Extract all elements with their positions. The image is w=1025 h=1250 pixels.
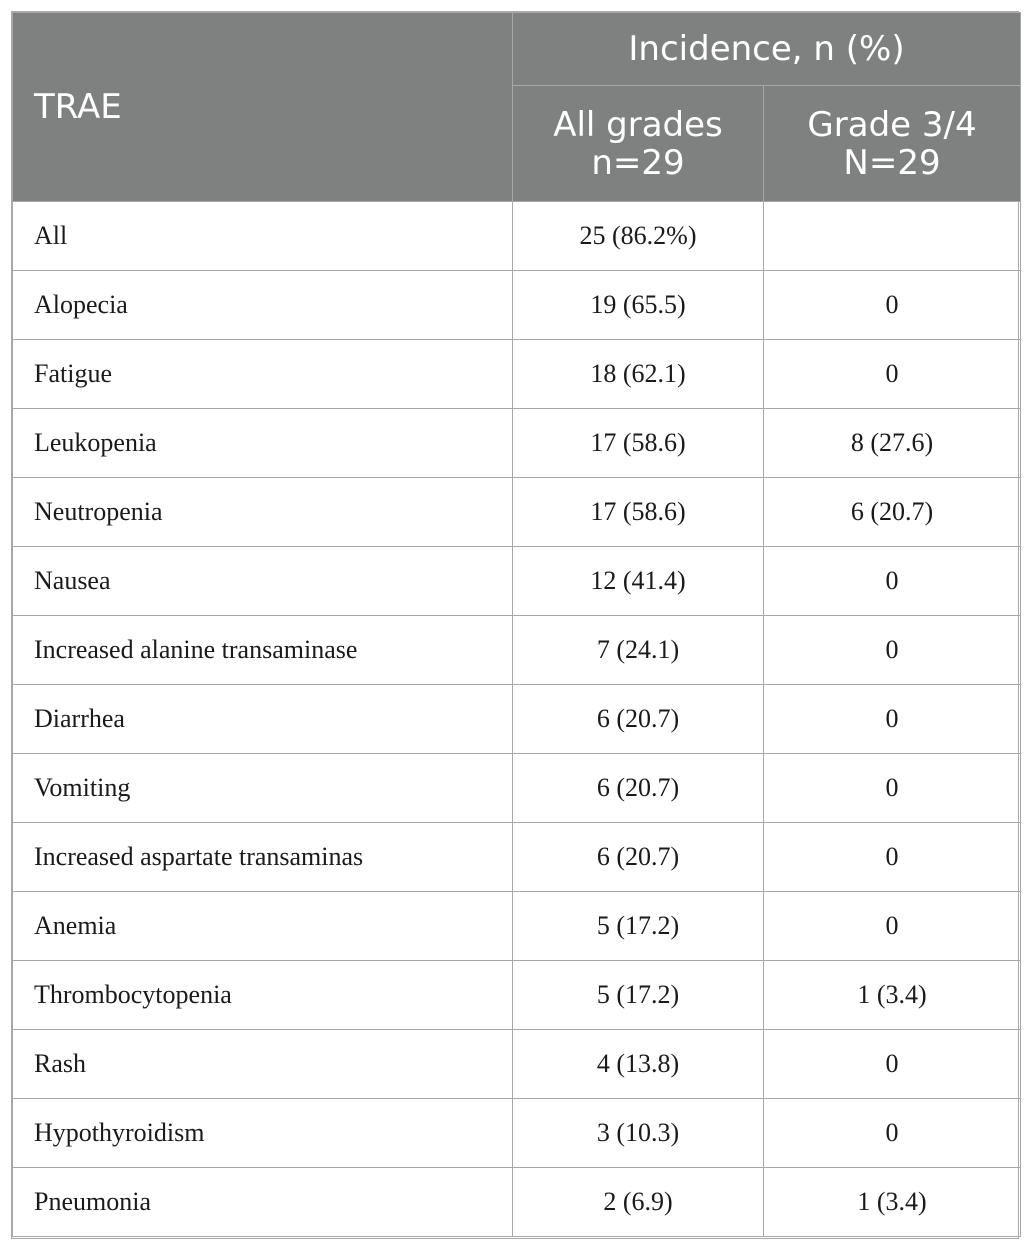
cell-grade-3-4: 0 bbox=[764, 616, 1021, 685]
table-row bbox=[13, 1030, 1021, 1099]
trae-table-container bbox=[11, 11, 1019, 1239]
table-row bbox=[13, 340, 1021, 409]
cell-all-grades: 6 (20.7) bbox=[513, 685, 764, 754]
table-row bbox=[13, 892, 1021, 961]
cell-grade-3-4: 0 bbox=[764, 340, 1021, 409]
cell-all-grades: 19 (65.5) bbox=[513, 271, 764, 340]
cell-trae-name: Leukopenia bbox=[13, 409, 513, 478]
header-all-grades bbox=[513, 86, 764, 202]
cell-trae-name: Hypothyroidism bbox=[13, 1099, 513, 1168]
cell-trae-name: Rash bbox=[13, 1030, 513, 1099]
table-row bbox=[13, 547, 1021, 616]
cell-all-grades: 7 (24.1) bbox=[513, 616, 764, 685]
cell-trae-name: Increased alanine transaminase bbox=[13, 616, 513, 685]
cell-all-grades: 12 (41.4) bbox=[513, 547, 764, 616]
table-row bbox=[13, 754, 1021, 823]
cell-all-grades: 6 (20.7) bbox=[513, 823, 764, 892]
header-trae: TRAE bbox=[13, 13, 513, 202]
table-row bbox=[13, 409, 1021, 478]
cell-all-grades: 3 (10.3) bbox=[513, 1099, 764, 1168]
table-row bbox=[13, 1099, 1021, 1168]
cell-grade-3-4: 0 bbox=[764, 271, 1021, 340]
cell-all-grades: 18 (62.1) bbox=[513, 340, 764, 409]
cell-grade-3-4: 0 bbox=[764, 1030, 1021, 1099]
cell-grade-3-4: 1 (3.4) bbox=[764, 961, 1021, 1030]
table-row bbox=[13, 823, 1021, 892]
cell-trae-name: All bbox=[13, 202, 513, 271]
cell-all-grades: 17 (58.6) bbox=[513, 409, 764, 478]
cell-trae-name: Alopecia bbox=[13, 271, 513, 340]
table-header bbox=[13, 13, 1021, 202]
table-row bbox=[13, 1168, 1021, 1237]
table-row bbox=[13, 478, 1021, 547]
header-grade-3-4 bbox=[764, 86, 1021, 202]
cell-grade-3-4: 0 bbox=[764, 685, 1021, 754]
cell-trae-name: Thrombocytopenia bbox=[13, 961, 513, 1030]
table-row bbox=[13, 616, 1021, 685]
header-grade-3-4-label: Grade 3/4 bbox=[807, 104, 977, 145]
cell-all-grades: 2 (6.9) bbox=[513, 1168, 764, 1237]
cell-trae-name: Diarrhea bbox=[13, 685, 513, 754]
cell-grade-3-4: 1 (3.4) bbox=[764, 1168, 1021, 1237]
cell-all-grades: 5 (17.2) bbox=[513, 961, 764, 1030]
cell-trae-name: Neutropenia bbox=[13, 478, 513, 547]
cell-trae-name: Increased aspartate transaminas bbox=[13, 823, 513, 892]
cell-trae-name: Pneumonia bbox=[13, 1168, 513, 1237]
table-row bbox=[13, 202, 1021, 271]
cell-grade-3-4: 0 bbox=[764, 823, 1021, 892]
table-body bbox=[13, 202, 1021, 1237]
cell-grade-3-4: 0 bbox=[764, 1099, 1021, 1168]
header-all-grades-label: All grades bbox=[553, 104, 723, 145]
cell-grade-3-4 bbox=[764, 202, 1021, 271]
table-row bbox=[13, 961, 1021, 1030]
header-incidence: Incidence, n (%) bbox=[513, 13, 1021, 86]
header-all-grades-count: n=29 bbox=[591, 142, 685, 183]
trae-incidence-table bbox=[12, 12, 1021, 1237]
cell-trae-name: Vomiting bbox=[13, 754, 513, 823]
cell-grade-3-4: 0 bbox=[764, 547, 1021, 616]
cell-all-grades: 17 (58.6) bbox=[513, 478, 764, 547]
cell-all-grades: 4 (13.8) bbox=[513, 1030, 764, 1099]
cell-grade-3-4: 0 bbox=[764, 892, 1021, 961]
table-row bbox=[13, 271, 1021, 340]
cell-all-grades: 6 (20.7) bbox=[513, 754, 764, 823]
cell-all-grades: 25 (86.2%) bbox=[513, 202, 764, 271]
table-row bbox=[13, 685, 1021, 754]
cell-all-grades: 5 (17.2) bbox=[513, 892, 764, 961]
cell-grade-3-4: 8 (27.6) bbox=[764, 409, 1021, 478]
cell-trae-name: Fatigue bbox=[13, 340, 513, 409]
cell-grade-3-4: 6 (20.7) bbox=[764, 478, 1021, 547]
cell-grade-3-4: 0 bbox=[764, 754, 1021, 823]
header-grade-3-4-count: N=29 bbox=[843, 142, 941, 183]
cell-trae-name: Nausea bbox=[13, 547, 513, 616]
cell-trae-name: Anemia bbox=[13, 892, 513, 961]
